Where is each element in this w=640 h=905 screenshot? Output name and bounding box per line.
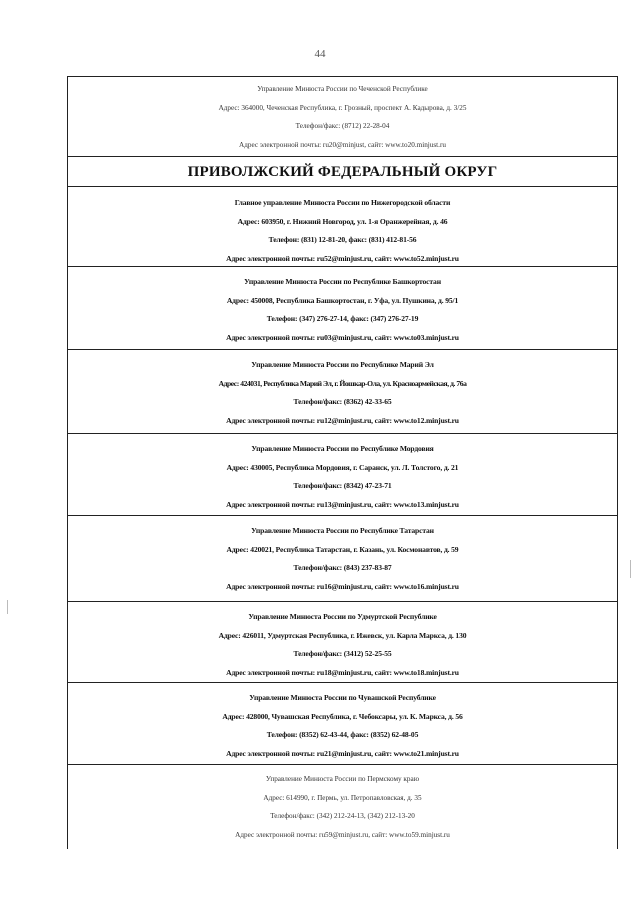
office-contacts: Адрес электронной почты: ru52@minjust.ru, сайт: www.to52.minjust.ru: [226, 253, 459, 263]
office-title: Главное управление Минюста России по Нижегородской области: [234, 198, 451, 207]
office-address: Адрес: 603950, г. Нижний Новгород, ул. 1-я Оранжерейная, д. 46: [237, 216, 448, 226]
scan-artifact-right: [630, 560, 631, 578]
office-title: Управление Минюста России по Чувашской Республике: [249, 693, 436, 702]
directory-table: [67, 76, 618, 849]
office-phone: Телефон: (347) 276-27-14, факс: (347) 276-27-19: [266, 314, 419, 323]
office-title: Управление Минюста России по Республике Башкортостан: [244, 277, 441, 286]
office-phone: Телефон/факс: (3412) 52-25-55: [293, 649, 392, 658]
office-entry-mari-el: [68, 350, 617, 434]
office-phone: Телефон/факс: (843) 237-83-87: [293, 563, 392, 572]
office-address: Адрес: 614990, г. Пермь, ул. Петропавловская, д. 35: [263, 793, 422, 802]
office-title: Управление Минюста России по Чеченской Республике: [257, 85, 428, 93]
office-title: Управление Минюста России по Республике Марий Эл: [251, 360, 434, 369]
office-entry-bashkortostan: [68, 267, 617, 350]
office-entry-udmurtia: [68, 602, 617, 683]
office-entry-tatarstan: [68, 516, 617, 602]
office-address: Адрес: 426011, Удмуртская Республика, г. Ижевск, ул. Карла Маркса, д. 130: [218, 630, 467, 640]
office-contacts: Адрес электронной почты: ru03@minjust.ru, сайт: www.to03.minjust.ru: [226, 332, 459, 342]
office-entry-nizhny-novgorod: [68, 187, 617, 267]
office-contacts: Адрес электронной почты: ru20@minjust, сайт: www.to20.minjust.ru: [239, 140, 446, 149]
office-contacts: Адрес электронной почты: ru12@minjust.ru, сайт: www.to12.minjust.ru: [226, 415, 459, 425]
office-phone: Телефон: (831) 12-81-20, факс: (831) 412-81-56: [268, 235, 417, 244]
page-number: 44: [314, 48, 326, 60]
office-phone: Телефон: (8352) 62-43-44, факс: (8352) 62-48-05: [266, 730, 419, 739]
office-entry-perm: [68, 765, 617, 849]
office-address: Адрес: 450008, Республика Башкортостан, г. Уфа, ул. Пушкина, д. 95/1: [226, 295, 459, 305]
office-address: Адрес: 420021, Республика Татарстан, г. Казань, ул. Космонавтов, д. 59: [226, 544, 459, 554]
office-address: Адрес: 364000, Чеченская Республика, г. Грозный, проспект А. Кадырова, д. 3/25: [218, 103, 467, 112]
office-contacts: Адрес электронной почты: ru21@minjust.ru, сайт: www.to21.minjust.ru: [226, 748, 459, 758]
office-address: Адрес: 428000, Чувашская Республика, г. Чебоксары, ул. К. Маркса, д. 56: [222, 711, 463, 721]
office-contacts: Адрес электронной почты: ru59@minjust.ru, сайт: www.to59.minjust.ru: [235, 830, 450, 839]
office-entry-chechnya: [68, 77, 617, 157]
office-address: Адрес: 424031, Республика Марий Эл, г. Йошкар-Ола, ул. Красноармейская, д. 76а: [218, 378, 467, 388]
office-entry-chuvashia: [68, 683, 617, 765]
office-contacts: Адрес электронной почты: ru16@minjust.ru, сайт: www.to16.minjust.ru: [226, 581, 459, 591]
office-contacts: Адрес электронной почты: ru13@minjust.ru, сайт: www.to13.minjust.ru: [226, 499, 459, 509]
office-phone: Телефон/факс: (8342) 47-23-71: [293, 481, 392, 490]
district-header: ПРИВОЛЖСКИЙ ФЕДЕРАЛЬНЫЙ ОКРУГ: [68, 157, 617, 187]
office-title: Управление Минюста России по Республике Татарстан: [251, 526, 434, 535]
office-phone: Телефон/факс: (8712) 22-28-04: [295, 122, 390, 130]
office-address: Адрес: 430005, Республика Мордовия, г. Саранск, ул. Л. Толстого, д. 21: [226, 462, 459, 472]
scan-artifact-left: [7, 600, 8, 614]
office-entry-mordovia: [68, 434, 617, 516]
office-contacts: Адрес электронной почты: ru18@minjust.ru, сайт: www.to18.minjust.ru: [226, 667, 459, 677]
office-title: Управление Минюста России по Республике Мордовия: [251, 444, 434, 453]
office-phone: Телефон/факс: (342) 212-24-13, (342) 212-13-20: [270, 812, 415, 820]
office-title: Управление Минюста России по Удмуртской Республике: [248, 612, 437, 621]
office-phone: Телефон/факс: (8362) 42-33-65: [293, 397, 392, 406]
office-title: Управление Минюста России по Пермскому краю: [265, 775, 420, 783]
